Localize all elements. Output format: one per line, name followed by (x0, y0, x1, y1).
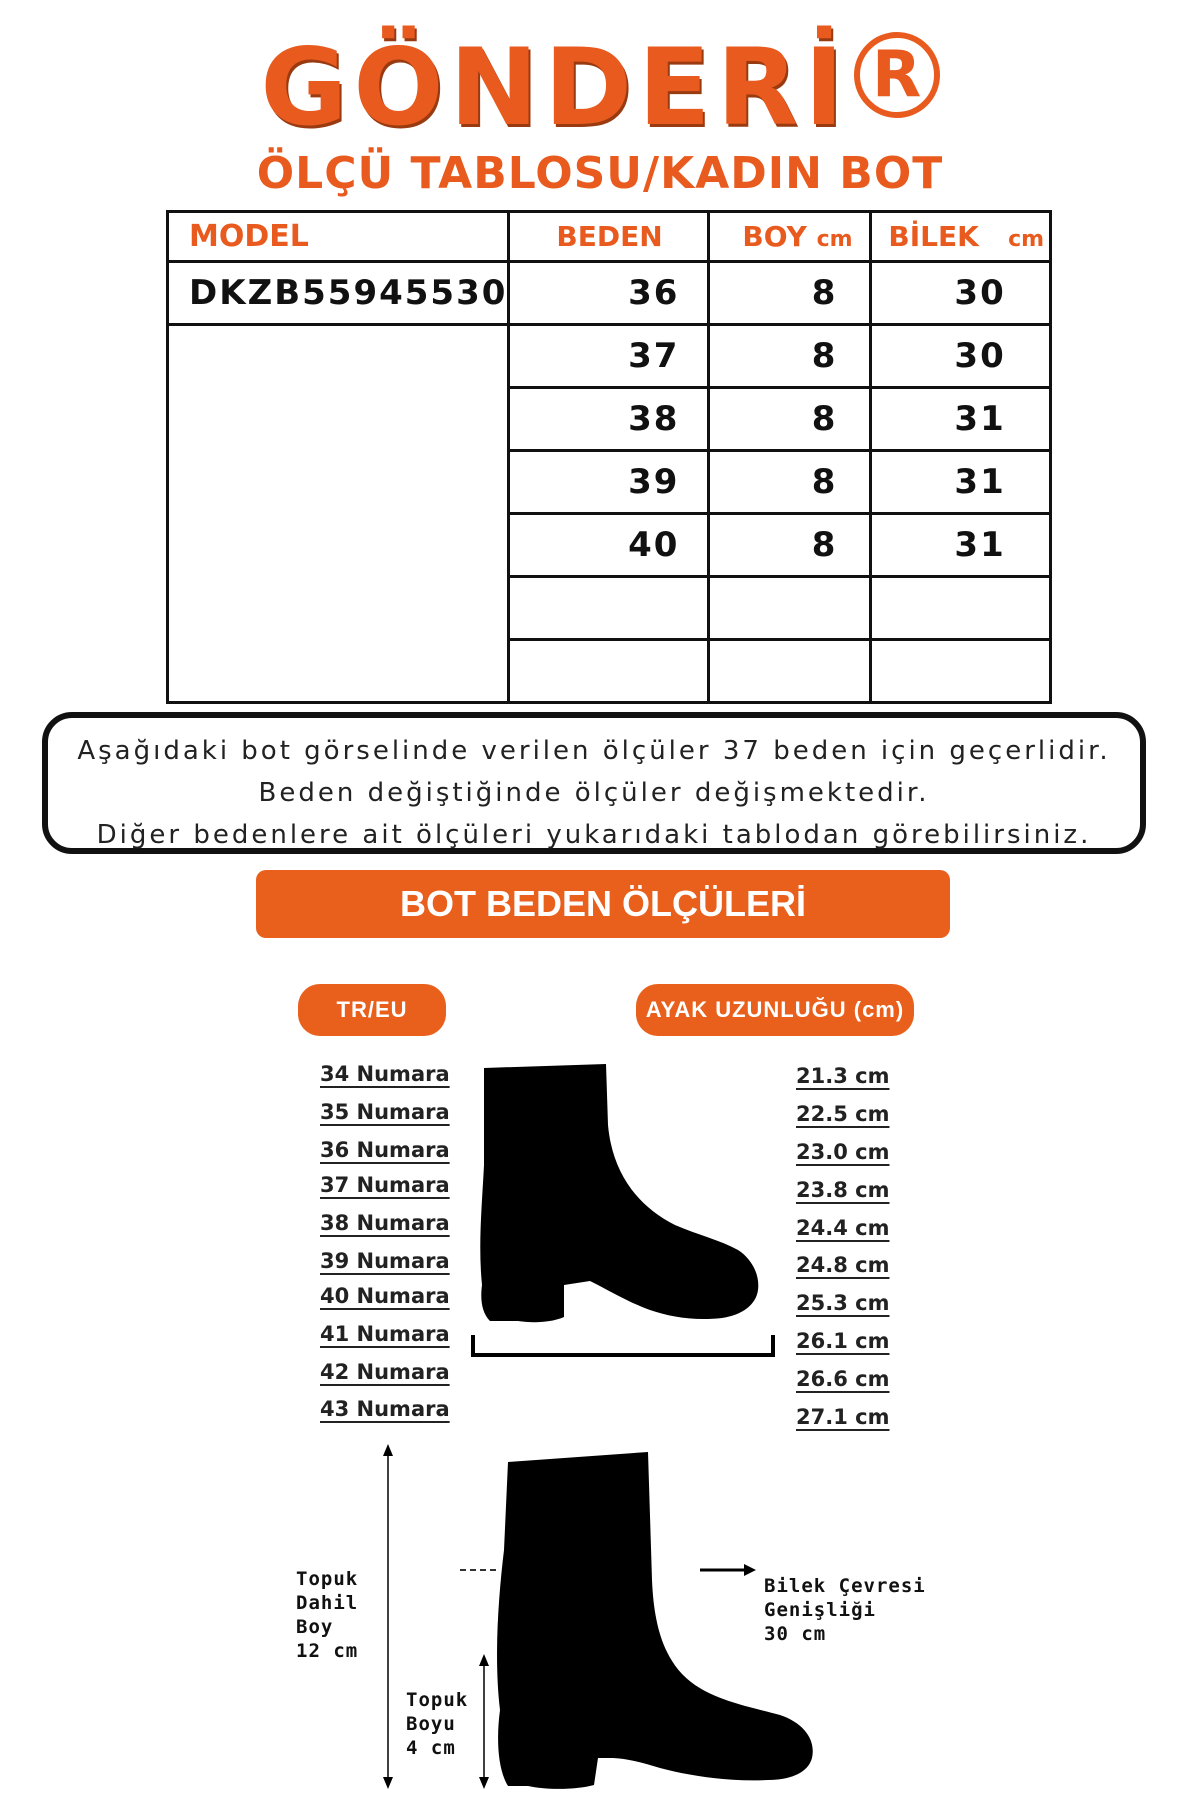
table-row (168, 262, 1051, 325)
length-label: 26.6 cm (796, 1367, 890, 1391)
page-subtitle: ÖLÇÜ TABLOSU/KADIN BOT (256, 148, 944, 199)
length-label: 25.3 cm (796, 1291, 890, 1315)
cell-beden: 36 (509, 262, 709, 325)
table-row (168, 325, 1051, 388)
size-label: 43 Numara (320, 1397, 450, 1421)
cell-beden: 37 (509, 325, 709, 388)
cell-boy: 8 (709, 388, 871, 451)
pill-foot-length: AYAK UZUNLUĞU (cm) (636, 984, 914, 1036)
size-label: 38 Numara (320, 1211, 450, 1235)
table-header-row (168, 212, 1051, 262)
cell-bilek: 30 (871, 325, 1051, 388)
length-label: 21.3 cm (796, 1064, 890, 1088)
cell-beden: 39 (509, 451, 709, 514)
cell-bilek: 31 (871, 451, 1051, 514)
length-label: 27.1 cm (796, 1405, 890, 1429)
boot-side-icon (470, 1055, 780, 1365)
heel-arrow-icon (472, 1654, 496, 1789)
size-label: 35 Numara (320, 1100, 450, 1124)
notice-line: Diğer bedenlere ait ölçüleri yukarıdaki tablodan görebilirsiniz. (96, 820, 1092, 850)
model-code: DKZB55945530 (168, 262, 509, 325)
pill-tr-eu: TR/EU (298, 984, 446, 1036)
ankle-dash-line (460, 1569, 496, 1571)
cell-boy: 8 (709, 514, 871, 577)
size-table (166, 210, 1052, 704)
section-banner: BOT BEDEN ÖLÇÜLERİ (256, 870, 950, 938)
cell-bilek: 31 (871, 388, 1051, 451)
size-label: 40 Numara (320, 1284, 450, 1308)
length-label: 23.0 cm (796, 1140, 890, 1164)
header-model: MODEL (168, 212, 509, 262)
size-label: 34 Numara (320, 1062, 450, 1086)
notice-line: Beden değiştiğinde ölçüler değişmektedir. (258, 778, 930, 808)
height-arrow-icon (376, 1444, 400, 1789)
size-label: 42 Numara (320, 1360, 450, 1384)
size-label: 36 Numara (320, 1138, 450, 1162)
header-boy: BOY cm (709, 212, 871, 262)
header-beden: BEDEN (509, 212, 709, 262)
ankle-note: Bilek Çevresi Genişliği 30 cm (764, 1575, 926, 1645)
size-label: 37 Numara (320, 1173, 450, 1197)
length-label: 24.8 cm (796, 1253, 890, 1277)
cell-boy: 8 (709, 325, 871, 388)
length-label: 23.8 cm (796, 1178, 890, 1202)
cell-bilek: 30 (871, 262, 1051, 325)
brand-name: GÖNDERİ (260, 26, 850, 149)
notice-box (42, 712, 1146, 854)
heel-height-note: Topuk Boyu 4 cm (406, 1689, 469, 1759)
cell-beden: 38 (509, 388, 709, 451)
length-label: 24.4 cm (796, 1216, 890, 1240)
cell-boy: 8 (709, 451, 871, 514)
header-bilek: BİLEK cm (871, 212, 1051, 262)
size-label: 39 Numara (320, 1249, 450, 1273)
length-label: 26.1 cm (796, 1329, 890, 1353)
length-label: 22.5 cm (796, 1102, 890, 1126)
size-label: 41 Numara (320, 1322, 450, 1346)
brand-logo (0, 28, 1200, 148)
total-height-note: Topuk Dahil Boy 12 cm (296, 1568, 359, 1662)
model-empty-cell (168, 325, 509, 703)
notice-line: Aşağıdaki bot görselinde verilen ölçüler 37 beden için geçerlidir. (77, 736, 1111, 766)
ankle-arrow-icon (700, 1562, 756, 1578)
registered-mark: R (854, 32, 940, 118)
cell-beden: 40 (509, 514, 709, 577)
cell-boy: 8 (709, 262, 871, 325)
cell-bilek: 31 (871, 514, 1051, 577)
